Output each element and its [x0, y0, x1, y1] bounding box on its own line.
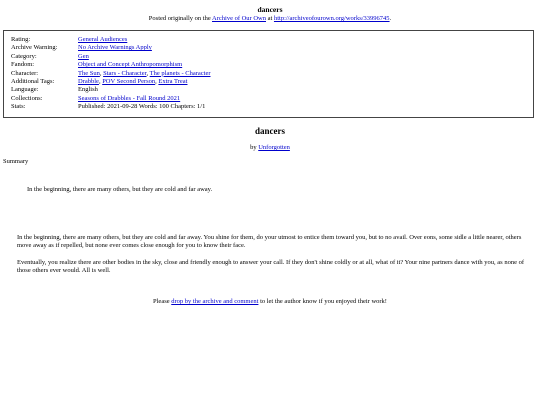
meta-label: Language:	[11, 86, 39, 94]
character-link[interactable]: The planets - Character	[149, 69, 211, 77]
language-value: English	[78, 86, 98, 94]
afterword-suffix: to let the author know if you enjoyed their work!	[260, 298, 387, 305]
meta-language-row	[11, 86, 211, 94]
byline-by: by	[250, 144, 257, 151]
work-url-link[interactable]: http://archiveofourown.org/works/33996745	[273, 15, 390, 23]
stats-value: Published: 2021-09-28 Words: 100 Chapters: 1/1	[78, 103, 206, 111]
meta-collections-row	[11, 95, 211, 103]
meta-tags-row: Additional Tags: Drabble, POV Second Person, Extra Treat	[11, 77, 188, 85]
summary-heading: Summary	[3, 158, 29, 165]
posted-at: at	[267, 15, 273, 23]
tag-link[interactable]: Extra Treat	[158, 77, 188, 85]
posted-prefix: Posted originally on the	[148, 15, 211, 23]
meta-table	[11, 36, 211, 112]
meta-character-row: Character: The Sun, Stars - Character, The planets - Character	[11, 69, 211, 77]
warning-link[interactable]: No Archive Warnings Apply	[78, 44, 152, 52]
meta-label: Fandom:	[11, 61, 35, 69]
meta-rating-row	[11, 36, 211, 44]
meta-label: Collections:	[11, 94, 43, 102]
meta-label: Category:	[11, 52, 37, 60]
chapter-paragraph: Eventually, you realize there are other bodies in the sky, close and friendly enough to answer your call. If they don't shine coldly or at all, what of it? Your nine partners dance with you, as none of those others ever would. All is well.	[17, 259, 524, 275]
meta-category-row	[11, 53, 211, 61]
tag-link[interactable]: POV Second Person	[102, 77, 156, 85]
afterword	[0, 298, 540, 306]
header-title: dancers	[257, 5, 283, 14]
byline	[0, 144, 540, 152]
character-link[interactable]: The Sun	[78, 69, 100, 77]
afterword-prefix: Please	[153, 298, 170, 305]
rating-link[interactable]: General Audiences	[78, 36, 128, 43]
archive-link[interactable]: Archive of Our Own	[212, 15, 266, 23]
meta-label: Stats:	[11, 103, 26, 111]
work-header	[0, 0, 540, 24]
chapter-body	[17, 234, 527, 285]
work-title: dancers	[255, 126, 285, 136]
summary-text: In the beginning, there are many others, but they are cold and far away.	[27, 186, 213, 193]
chapter-paragraph: In the beginning, there are many others, but they are cold and far away. You shine for them, do your utmost to entice them toward you, but to no avail. Over eons, some sidle a little nearer, others move away as if repelled, but none ever comes close enough for you to know their face.	[17, 234, 522, 250]
meta-box	[3, 30, 534, 118]
tag-link[interactable]: Drabble	[78, 77, 99, 85]
meta-label: Additional Tags:	[11, 77, 55, 85]
meta-stats-row	[11, 103, 211, 111]
meta-label: Rating:	[11, 36, 31, 43]
posted-line: Posted originally on the Archive of Our Own at http://archiveofourown.org/works/33996745.	[148, 15, 392, 23]
author-link[interactable]: Unforgotten	[258, 144, 290, 151]
collection-link[interactable]: Seasons of Drabbles - Fall Round 2021	[78, 94, 181, 102]
meta-label: Archive Warning:	[11, 44, 58, 52]
meta-label: Character:	[11, 69, 39, 77]
comment-link[interactable]: drop by the archive and comment	[171, 298, 259, 305]
category-link[interactable]: Gen	[78, 52, 89, 60]
character-link[interactable]: Stars - Character	[103, 69, 147, 77]
meta-warning-row	[11, 44, 211, 52]
meta-fandom-row	[11, 61, 211, 69]
fandom-link[interactable]: Object and Concept Anthropomorphism	[78, 61, 183, 69]
